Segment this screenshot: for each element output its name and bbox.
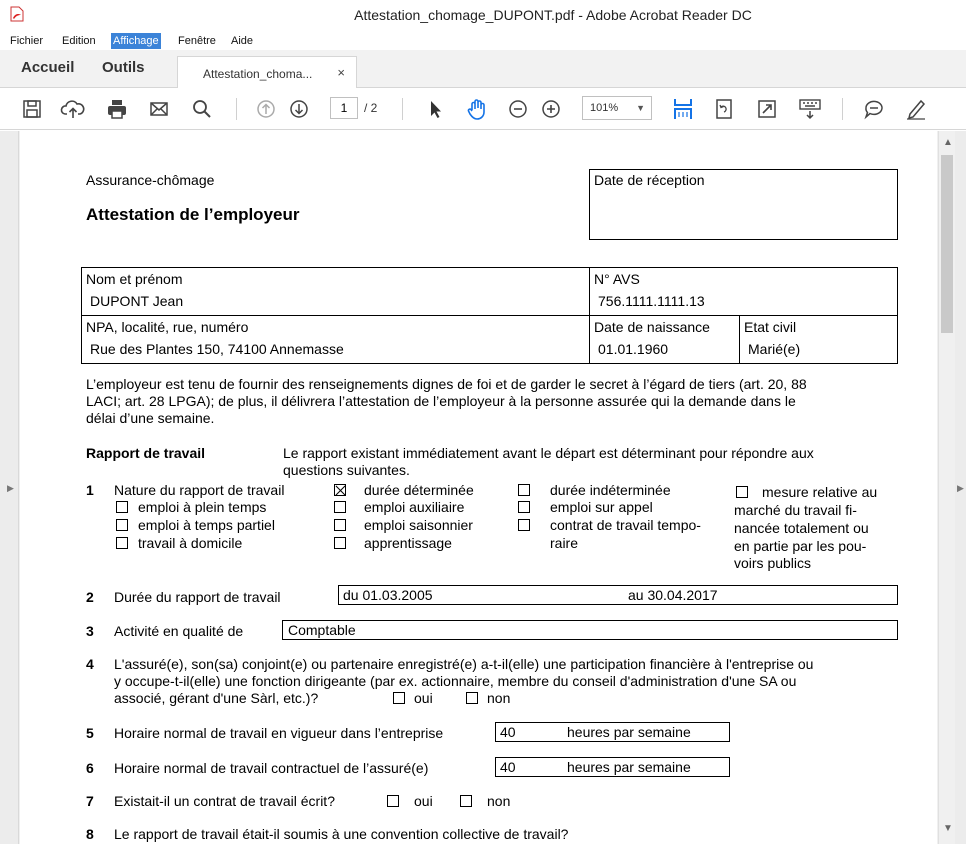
q7-checkbox-non[interactable] [460, 795, 472, 807]
header-title: Attestation de l’employeur [86, 205, 300, 224]
option-mesure-4: en partie par les pou- [734, 538, 867, 554]
fullscreen-icon[interactable] [754, 96, 780, 122]
scroll-down-icon[interactable]: ▼ [943, 823, 953, 834]
menu-fichier[interactable]: Fichier [10, 35, 44, 47]
zoom-in-icon[interactable] [538, 96, 564, 122]
tab-document[interactable] [177, 56, 357, 89]
hours-contract-unit: heures par semaine [567, 759, 691, 775]
page-down-icon[interactable] [286, 96, 312, 122]
search-icon[interactable] [189, 96, 215, 122]
option-sur-appel: emploi sur appel [550, 499, 653, 515]
checkbox-temps-partiel[interactable] [116, 519, 128, 531]
checkbox-auxiliaire[interactable] [334, 501, 346, 513]
option-domicile: travail à domicile [138, 535, 243, 551]
scrollbar-thumb[interactable] [941, 155, 953, 333]
option-mesure-5: voirs publics [734, 555, 812, 571]
intro-line-2: LACI; art. 28 LPGA); de plus, il délivrera l’attestation de l’employeur à la personne assurée qui la demande dans le [86, 393, 796, 409]
q4-checkbox-oui[interactable] [393, 692, 405, 704]
activity-field[interactable] [282, 620, 898, 640]
checkbox-saisonnier[interactable] [334, 519, 346, 531]
q2-label: Durée du rapport de travail [114, 589, 281, 605]
reception-label: Date de réception [594, 172, 705, 188]
birth-value: 01.01.1960 [598, 341, 669, 357]
q3-label: Activité en qualité de [114, 623, 244, 639]
option-auxiliaire: emploi auxiliaire [364, 499, 465, 515]
checkbox-temporaire[interactable] [518, 519, 530, 531]
q4-number: 4 [86, 656, 94, 672]
fit-page-icon[interactable] [670, 96, 696, 122]
zoom-out-icon[interactable] [505, 96, 531, 122]
mail-icon[interactable] [146, 96, 172, 122]
zoom-value: 101% [590, 102, 619, 114]
name-label: Nom et prénom [86, 271, 183, 287]
name-value: DUPONT Jean [90, 293, 184, 309]
q3-number: 3 [86, 623, 94, 639]
comment-icon[interactable] [861, 96, 887, 122]
option-apprentissage: apprentissage [364, 535, 452, 551]
checkbox-sur-appel[interactable] [518, 501, 530, 513]
window-title: Attestation_chomage_DUPONT.pdf - Adobe Acrobat Reader DC [354, 7, 752, 23]
menu-affichage[interactable]: Affichage [113, 35, 159, 47]
option-mesure-2: marché du travail fi- [734, 502, 857, 518]
checkbox-mesure-marche[interactable] [736, 486, 748, 498]
q5-number: 5 [86, 725, 94, 741]
menu-fenetre[interactable]: Fenêtre [178, 35, 216, 47]
scroll-up-icon[interactable]: ▲ [943, 137, 953, 148]
q7-oui-label: oui [414, 793, 433, 809]
option-temps-partiel: emploi à temps partiel [138, 517, 275, 533]
intro-line-3: délai d’une semaine. [86, 410, 215, 426]
checkbox-domicile[interactable] [116, 537, 128, 549]
q4-oui-label: oui [414, 690, 433, 706]
intro-line-1: L’employeur est tenu de fournir des renseignements dignes de foi et de garder le secret à l’égard de tiers (art. 20, 88 [86, 376, 807, 392]
sign-icon[interactable] [903, 96, 929, 122]
expand-right-icon[interactable]: ▶ [957, 483, 964, 493]
tab-document-label: Attestation_choma... [203, 67, 313, 81]
page-number-input[interactable]: 1 [330, 97, 358, 119]
tab-outils[interactable]: Outils [102, 59, 145, 76]
print-icon[interactable] [104, 96, 130, 122]
menu-edition[interactable]: Edition [62, 35, 96, 47]
page-up-icon[interactable] [253, 96, 279, 122]
checkbox-apprentissage[interactable] [334, 537, 346, 549]
checkbox-duree-indeterminee[interactable] [518, 484, 530, 496]
tabs-row [0, 50, 966, 88]
civil-value: Marié(e) [748, 341, 801, 357]
rapport-note-2: questions suivantes. [283, 462, 410, 478]
zoom-select[interactable] [582, 96, 652, 120]
q4-non-label: non [487, 690, 511, 706]
hours-company-value: 40 [500, 724, 516, 740]
q1-label: Nature du rapport de travail [114, 482, 285, 498]
q2-number: 2 [86, 589, 94, 605]
option-plein-temps: emploi à plein temps [138, 499, 267, 515]
option-mesure-1: mesure relative au [762, 484, 878, 500]
option-temporaire-1: contrat de travail tempo- [550, 517, 701, 533]
keyboard-icon[interactable] [797, 96, 823, 122]
q4-line-1: L'assuré(e), son(sa) conjoint(e) ou partenaire enregistré(e) a-t-il(elle) une participation financière à l'entreprise ou [114, 656, 814, 672]
menu-bar [0, 32, 966, 50]
hand-icon[interactable] [464, 96, 490, 122]
pdf-page [20, 131, 937, 844]
save-icon[interactable] [19, 96, 45, 122]
activity-value: Comptable [288, 622, 356, 638]
option-mesure-3: nancée totalement ou [734, 520, 869, 536]
q4-line-2: y occupe-t-il(elle) une fonction dirigeante (par ex. actionnaire, membre du conseil d'administration d'une SA ou [114, 673, 797, 689]
q4-checkbox-non[interactable] [466, 692, 478, 704]
menu-aide[interactable]: Aide [231, 35, 254, 47]
toolbar [0, 88, 966, 130]
q7-label: Existait-il un contrat de travail écrit? [114, 793, 335, 809]
q8-label: Le rapport de travail était-il soumis à une convention collective de travail? [114, 826, 569, 842]
expand-left-icon[interactable]: ▶ [7, 483, 14, 493]
option-duree-indeterminee: durée indéterminée [550, 482, 671, 498]
rotate-icon[interactable] [711, 96, 737, 122]
q1-number: 1 [86, 482, 94, 498]
q6-label: Horaire normal de travail contractuel de l’assuré(e) [114, 760, 429, 776]
hours-contract-value: 40 [500, 759, 516, 775]
rapport-note-1: Le rapport existant immédiatement avant le départ est déterminant pour répondre aux [283, 445, 814, 461]
tab-accueil[interactable]: Accueil [21, 59, 75, 76]
avs-label: N° AVS [594, 271, 640, 287]
avs-value: 756.1111.1111.13 [598, 293, 705, 309]
checkbox-duree-determinee[interactable] [334, 484, 346, 496]
q7-checkbox-oui[interactable] [387, 795, 399, 807]
civil-label: Etat civil [744, 319, 797, 335]
title-bar [0, 0, 966, 32]
q7-non-label: non [487, 793, 511, 809]
page-total: / 2 [364, 101, 378, 115]
hours-company-unit: heures par semaine [567, 724, 691, 740]
option-saisonnier: emploi saisonnier [364, 517, 473, 533]
duration-from: du 01.03.2005 [343, 587, 433, 603]
address-label: NPA, localité, rue, numéro [86, 319, 249, 335]
q7-number: 7 [86, 793, 94, 809]
birth-label: Date de naissance [594, 319, 710, 335]
rapport-title: Rapport de travail [86, 445, 206, 461]
close-tab-icon[interactable]: × [337, 65, 345, 80]
checkbox-plein-temps[interactable] [116, 501, 128, 513]
address-value: Rue des Plantes 150, 74100 Annemasse [90, 341, 344, 357]
chevron-down-icon: ▼ [636, 103, 645, 113]
q4-line-3: associé, gérant d'une Sàrl, etc.)? [114, 690, 319, 706]
upload-icon[interactable] [60, 96, 86, 122]
option-duree-determinee: durée déterminée [364, 482, 474, 498]
header-small: Assurance-chômage [86, 172, 215, 188]
duration-to: au 30.04.2017 [628, 587, 718, 603]
q6-number: 6 [86, 760, 94, 776]
q5-label: Horaire normal de travail en vigueur dans l’entreprise [114, 725, 444, 741]
q8-number: 8 [86, 826, 94, 842]
option-temporaire-2: raire [550, 535, 579, 551]
select-arrow-icon[interactable] [422, 96, 448, 122]
